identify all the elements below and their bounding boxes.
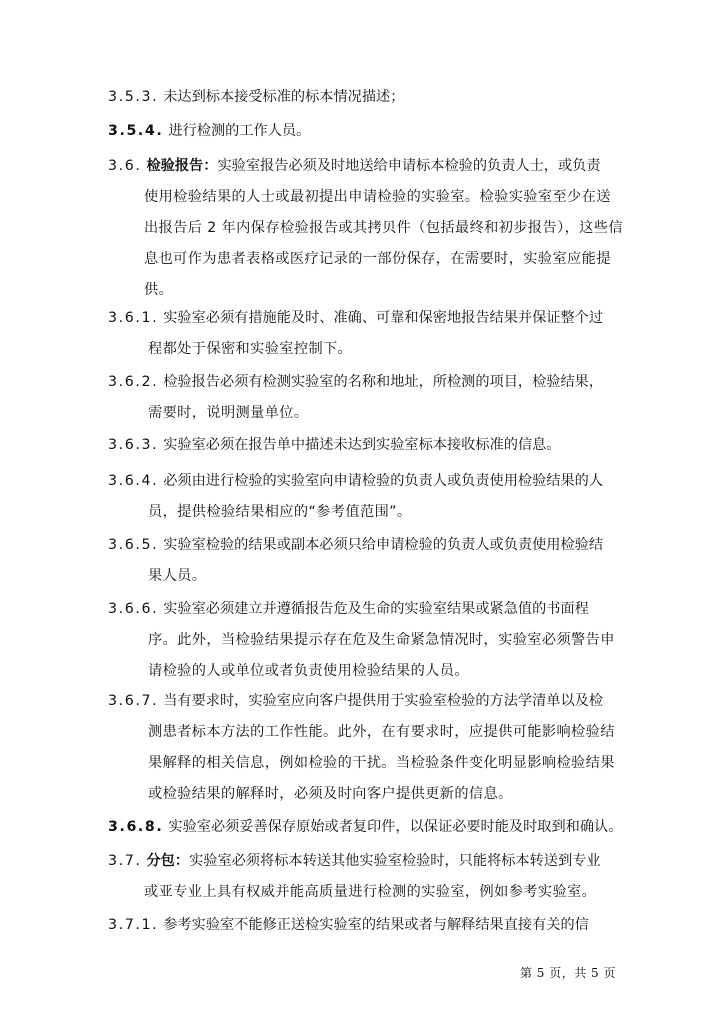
clause-text: 或检验结果的解释时，必须及时向客户提供更新的信息。 [148, 786, 513, 802]
clause-number: 3.6.8. [108, 819, 164, 835]
clause-3-5-3 [108, 82, 628, 113]
clause-keyword: 分包： [146, 853, 190, 869]
clause-number: 3.6.4. [108, 473, 159, 489]
clause-number: 3.6. [108, 158, 142, 174]
clause-text: 实验室必须有措施能及时、准确、可靠和保密地报告结果并保证整个过 [163, 310, 604, 326]
clause-text: 需要时，说明测量单位。 [148, 405, 309, 421]
clause-number: 3.5.4. [108, 123, 164, 139]
clause-text: 实验室检验的结果或副本必须只给申请检验的负责人或负责使用检验结 [163, 537, 604, 553]
clause-text: 进行检测的工作人员。 [168, 123, 311, 139]
clause-text: 或亚专业上具有权威并能高质量进行检测的实验室，例如参考实验室。 [144, 884, 597, 900]
clause-text: 参考实验室不能修正送检实验室的结果或者与解释结果直接有关的信 [163, 917, 589, 933]
clause-text: 实验室必须建立并遵循报告危及生命的实验室结果或紧急值的书面程 [163, 601, 589, 617]
clause-3-6-3 [108, 430, 628, 461]
clause-number: 3.6.6. [108, 601, 159, 617]
clause-3-6-7 [108, 686, 628, 810]
clause-3-6 [108, 151, 628, 306]
clause-text: 员，提供检验结果相应的“参考值范围”。 [148, 504, 412, 520]
clause-number: 3.6.2. [108, 374, 159, 390]
clause-text: 果解释的相关信息，例如检验的干扰。当检验条件变化明显影响检验结果 [148, 755, 615, 771]
clause-3-7-1 [108, 910, 628, 941]
clause-3-6-2 [108, 367, 628, 429]
clause-3-6-1 [108, 303, 628, 365]
clause-text: 实验室报告必须及时地送给申请标本检验的负责人士，或负责 [217, 158, 601, 174]
clause-text: 果人员。 [148, 568, 207, 584]
clause-3-6-4 [108, 466, 628, 528]
clause-number: 3.6.5. [108, 537, 159, 553]
clause-3-6-8 [108, 812, 628, 843]
clause-text: 当有要求时，实验室应向客户提供用于实验室检验的方法学清单以及检 [163, 693, 604, 709]
page-footer: 第 5 页，共 5 页 [519, 966, 616, 980]
clause-text: 检验报告必须有检测实验室的名称和地址，所检测的项目，检验结果， [163, 374, 604, 390]
clause-text: 程都处于保密和实验室控制下。 [148, 341, 353, 357]
clause-number: 3.6.7. [108, 693, 159, 709]
clause-3-6-6 [108, 594, 628, 687]
clause-number: 3.6.1. [108, 310, 159, 326]
clause-text: 息也可作为患者表格或医疗记录的一部份保存，在需要时，实验室应能提 [144, 251, 611, 267]
clause-text: 测患者标本方法的工作性能。此外，在有要求时，应提供可能影响检验结 [148, 724, 615, 740]
clause-number: 3.6.3. [108, 437, 159, 453]
clause-text: 未达到标本接受标准的标本情况描述； [163, 89, 405, 105]
clause-text: 使用检验结果的人士或最初提出申请检验的实验室。检验实验室至少在送 [144, 189, 611, 205]
clause-text: 供。 [144, 282, 174, 298]
clause-text: 实验室必须将标本转送其他实验室检验时，只能将标本转送到专业 [189, 853, 601, 869]
clause-number: 3.7.1. [108, 917, 159, 933]
clause-text: 必须由进行检验的实验室向申请检验的负责人或负责使用检验结果的人 [163, 473, 604, 489]
clause-text: 实验室必须妥善保存原始或者复印件，以保证必要时能及时取到和确认。 [168, 819, 623, 835]
clause-3-5-4 [108, 116, 628, 147]
clause-keyword: 检验报告： [146, 158, 218, 174]
clause-3-7 [108, 846, 628, 908]
clause-text: 实验室必须在报告单中描述未达到实验室标本接收标准的信息。 [163, 437, 561, 453]
clause-3-6-5 [108, 530, 628, 592]
clause-text: 序。此外，当检验结果提示存在危及生命紧急情况时，实验室必须警告申 [148, 632, 615, 648]
clause-number: 3.7. [108, 853, 142, 869]
clause-text: 出报告后 2 年内保存检验报告或其拷贝件（包括最终和初步报告），这些信 [144, 220, 623, 236]
clause-text: 请检验的人或单位或者负责使用检验结果的人员。 [148, 663, 469, 679]
clause-number: 3.5.3. [108, 89, 159, 105]
